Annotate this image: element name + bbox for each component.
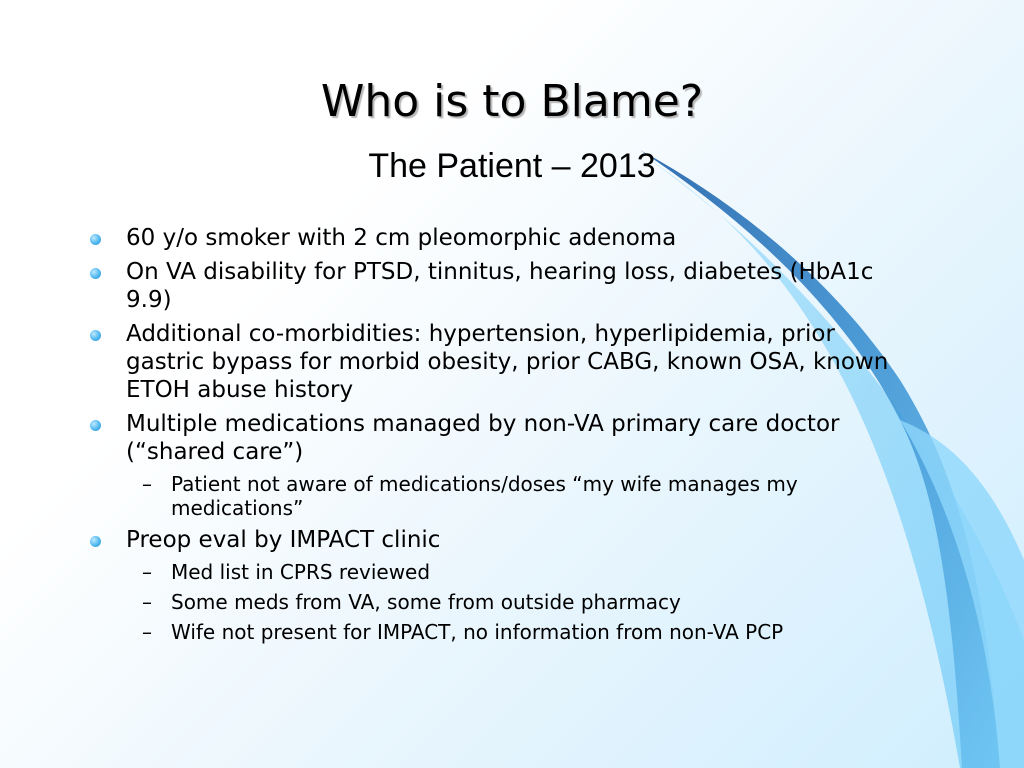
- bullet-list: [90, 224, 920, 650]
- bullet-icon: [90, 330, 101, 341]
- sub-list-item-text: Some meds from VA, some from outside pharmacy: [171, 590, 681, 614]
- sub-list-item: [90, 560, 920, 584]
- list-item: [90, 224, 920, 252]
- sub-list-item-text: Wife not present for IMPACT, no information from non-VA PCP: [171, 620, 784, 644]
- bullet-icon: [90, 536, 101, 547]
- slide-subtitle: The Patient – 2013: [368, 147, 656, 185]
- slide-title: Who is to Blame?: [320, 76, 704, 127]
- dash-icon: –: [142, 472, 152, 496]
- bullet-icon: [90, 420, 101, 431]
- sub-list-item: [90, 620, 920, 644]
- dash-icon: –: [142, 620, 152, 644]
- bullet-icon: [90, 234, 101, 245]
- sub-list-item-text: Patient not aware of medications/doses “my wife manages my medications”: [171, 472, 798, 520]
- sub-list-item: [90, 472, 920, 520]
- list-item: [90, 258, 920, 314]
- list-item-text: Preop eval by IMPACT clinic: [126, 527, 441, 553]
- dash-icon: –: [142, 590, 152, 614]
- bullet-icon: [90, 268, 101, 279]
- list-item: [90, 320, 920, 404]
- list-item-text: On VA disability for PTSD, tinnitus, hearing loss, diabetes (HbA1c 9.9): [126, 259, 874, 313]
- list-item-text: 60 y/o smoker with 2 cm pleomorphic adenoma: [126, 225, 677, 251]
- list-item: [90, 410, 920, 466]
- sub-list-item: [90, 590, 920, 614]
- list-item: [90, 526, 920, 554]
- list-item-text: Additional co-morbidities: hypertension, hyperlipidemia, prior gastric bypass for morbid obesity, prior CABG, known OSA, known ETOH abuse history: [126, 321, 889, 403]
- sub-list-item-text: Med list in CPRS reviewed: [171, 560, 431, 584]
- list-item-text: Multiple medications managed by non-VA primary care doctor (“shared care”): [126, 411, 840, 465]
- dash-icon: –: [142, 560, 152, 584]
